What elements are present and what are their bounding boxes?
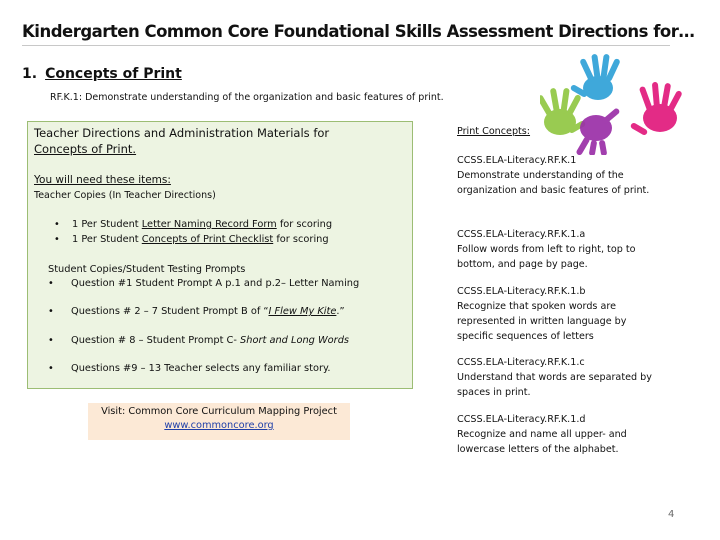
standard-text: Recognize that spoken words are represented in written language by specific sequences of letters: [457, 301, 627, 342]
standard-text: Recognize and name all upper- and lowercase letters of the alphabet.: [457, 429, 627, 455]
teacher-item-prefix: 1 Per Student: [72, 234, 142, 245]
standard-item: [457, 153, 657, 198]
student-item: [48, 278, 359, 289]
teacher-item: [54, 219, 332, 230]
bullet-marker: •: [54, 219, 60, 230]
blue-hand: [570, 54, 621, 100]
bullet-marker: •: [48, 335, 54, 346]
painted-hands-image: [540, 40, 690, 155]
student-item: [48, 335, 349, 346]
standard-code: CCSS.ELA-Literacy.RF.K.1.d: [457, 414, 586, 425]
teacher-item-prefix: 1 Per Student: [72, 219, 142, 230]
section-title: Concepts of Print: [45, 66, 182, 82]
directions-box: [27, 121, 413, 389]
bullet-marker: •: [54, 234, 60, 245]
pink-hand: [630, 82, 683, 136]
student-item-suffix: .”: [336, 306, 345, 317]
bullet-marker: •: [48, 363, 54, 374]
standard-item: [457, 227, 657, 272]
page-number: 4: [668, 509, 675, 520]
student-item-text: Question #1 Student Prompt A p.1 and p.2– Letter Naming: [71, 278, 360, 289]
student-item-prefix: Question # 8 – Student Prompt C-: [71, 335, 241, 346]
section-heading: [22, 66, 182, 82]
standard-text: Demonstrate understanding of the organization and basic features of print.: [457, 170, 650, 196]
student-item-text: Questions #9 – 13 Teacher selects any familiar story.: [71, 363, 331, 374]
green-hand: [540, 88, 586, 135]
standard-item: [457, 355, 657, 400]
bullet-marker: •: [48, 306, 54, 317]
standard-item: [457, 412, 657, 457]
student-copies-heading: Student Copies/Student Testing Prompts: [48, 264, 246, 275]
teacher-copies-heading: Teacher Copies (In Teacher Directions): [34, 190, 216, 201]
student-item: [48, 306, 345, 317]
standard-text: Follow words from left to right, top to bottom, and page by page.: [457, 244, 636, 270]
teacher-item: [54, 234, 329, 245]
teacher-item-suffix: for scoring: [276, 219, 333, 230]
visit-text: Visit: Common Core Curriculum Mapping Project: [101, 406, 337, 417]
items-needed-heading: You will need these items:: [34, 174, 171, 186]
section-number: 1.: [22, 66, 38, 82]
standard-line: RF.K.1: Demonstrate understanding of the organization and basic features of print.: [50, 92, 444, 103]
bullet-marker: •: [48, 278, 54, 289]
page-title: Kindergarten Common Core Foundational Skills Assessment Directions for…: [22, 22, 695, 41]
concepts-of-print-checklist-link[interactable]: Concepts of Print Checklist: [141, 234, 274, 245]
standard-code: CCSS.ELA-Literacy.RF.K.1: [457, 155, 577, 166]
standard-item: [457, 284, 657, 344]
box-title-line1: Teacher Directions and Administration Materials for: [34, 126, 330, 140]
student-item: [48, 363, 331, 374]
box-title-line2: Concepts of Print.: [34, 142, 137, 156]
i-flew-my-kite-title: I Flew My Kite: [268, 306, 337, 317]
letter-naming-record-form-link[interactable]: Letter Naming Record Form: [141, 219, 277, 230]
standard-text: Understand that words are separated by spaces in print.: [457, 372, 652, 398]
print-concepts-heading: Print Concepts:: [457, 126, 531, 137]
standard-code: CCSS.ELA-Literacy.RF.K.1.b: [457, 286, 586, 297]
purple-hand: [575, 107, 620, 155]
short-and-long-words-title: Short and Long Words: [240, 335, 350, 346]
commoncore-link[interactable]: www.commoncore.org: [164, 420, 274, 431]
visit-box: [88, 403, 350, 440]
teacher-item-suffix: for scoring: [273, 234, 329, 245]
standard-code: CCSS.ELA-Literacy.RF.K.1.c: [457, 357, 585, 368]
student-item-prefix: Questions # 2 – 7 Student Prompt B of “: [71, 306, 269, 317]
standard-code: CCSS.ELA-Literacy.RF.K.1.a: [457, 229, 586, 240]
